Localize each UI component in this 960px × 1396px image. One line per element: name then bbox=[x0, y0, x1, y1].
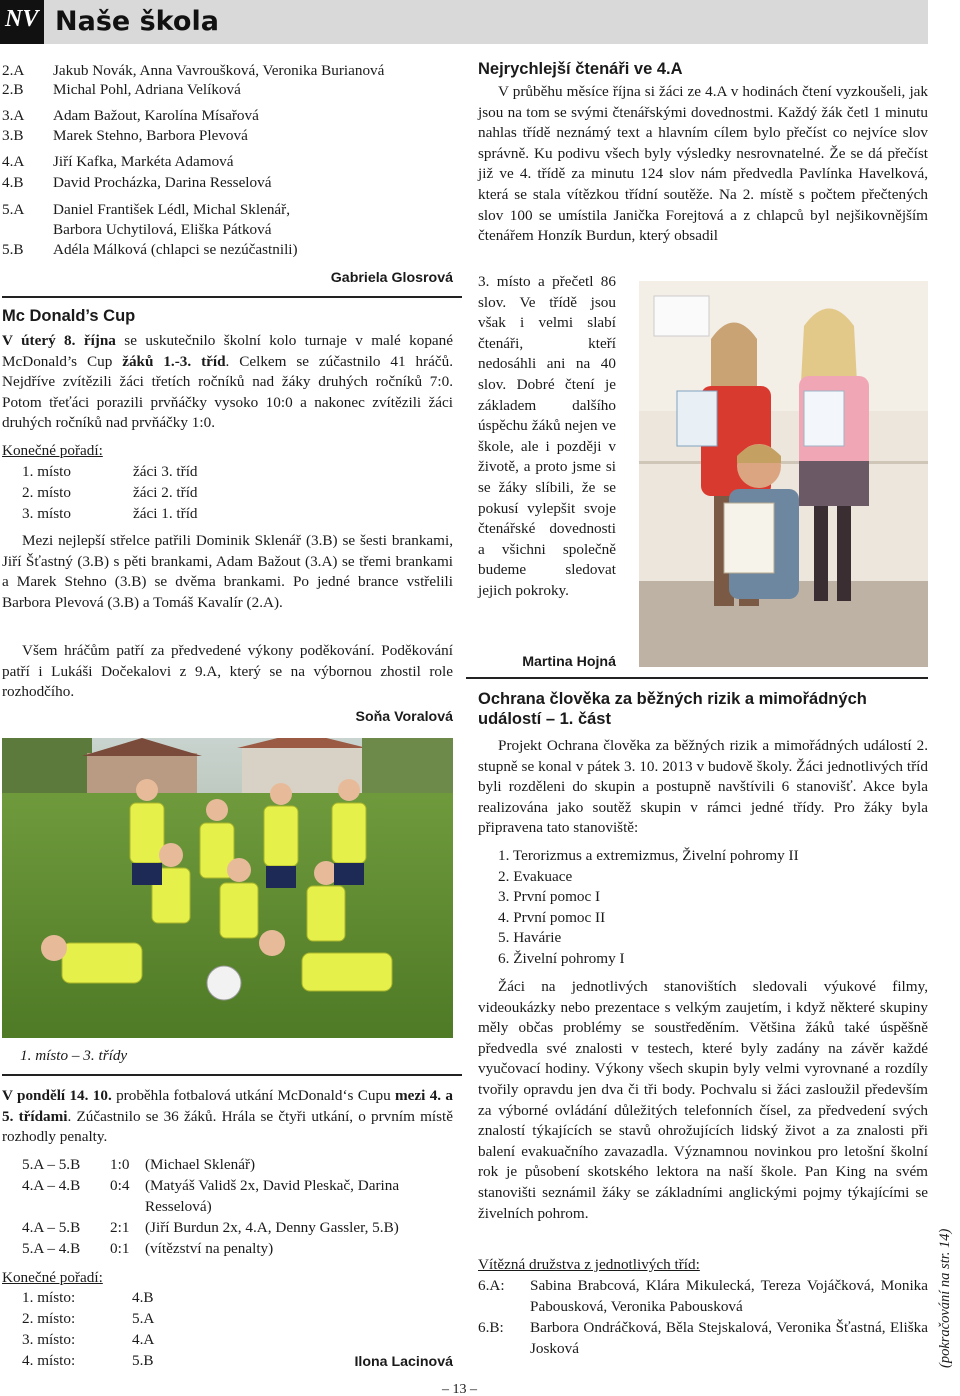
ranking2-team: 5.B bbox=[132, 1352, 154, 1369]
mcdonald-intro bbox=[2, 331, 453, 434]
ranking2-team: 4.A bbox=[132, 1331, 155, 1348]
class-label: 5.A bbox=[2, 201, 25, 218]
class-label: 2.A bbox=[2, 62, 25, 79]
continued-note: (pokračování na str. 14) bbox=[937, 1228, 953, 1368]
readers-paragraph: V průběhu měsíce října si žáci ze 4.A v hodinách čtení vyzkoušeli, jak jsou na tom se svými čtenářskými dovednostmi. Každý žák četl 1 minutu nahlas třídě neznámý text a hlavním cílem bylo přečíst co nejvíce slov správně. Ku podivu všech byly výsledky nesrovnatelné. Že se dá přečíst již ve 4. třídě za minutu 124 slov nám předvedla Pavlínka Havelková, která se stala vítězkou třídní soutěže. Na 2. místě s počtem přečtených slov 100 se umístila Janička Forejtová a z chlapců byl nejšikovnějším čtenářem Honzík Burdun, který obsadil bbox=[478, 83, 928, 245]
match-score: 0:4 bbox=[110, 1177, 130, 1194]
class-row bbox=[2, 173, 453, 194]
mcdonald-author-2: Ilona Lacinová bbox=[354, 1354, 453, 1370]
match-row bbox=[22, 1155, 453, 1176]
mcdonald-title: Mc Donald’s Cup bbox=[2, 307, 136, 325]
ranking2-place: 2. místo: bbox=[22, 1310, 76, 1327]
class-label: 5.B bbox=[2, 241, 24, 258]
ranking2-label: Konečné pořadí: bbox=[2, 1269, 103, 1286]
winner-class: 6.A: bbox=[478, 1277, 505, 1294]
protection-title: Ochrana člověka za běžných rizik a mimořádných událostí – 1. část bbox=[478, 690, 867, 728]
class-label: 3.B bbox=[2, 127, 24, 144]
section-divider bbox=[2, 296, 462, 298]
ranking-place: 3. místo bbox=[22, 505, 71, 522]
ranking2-row bbox=[22, 1309, 222, 1330]
class-row bbox=[2, 200, 453, 221]
class-names: Daniel František Lédl, Michal Sklenář, bbox=[53, 201, 291, 218]
class-names: Adam Bažout, Karolína Mísařová bbox=[53, 107, 259, 124]
photo-caption: 1. místo – 3. třídy bbox=[20, 1047, 128, 1064]
station-item: 1. Terorizmus a extremizmus, Živelní pohromy II bbox=[498, 847, 799, 864]
page-header bbox=[0, 0, 928, 44]
match-note: (Michael Sklenář) bbox=[145, 1156, 256, 1173]
newsletter-logo bbox=[0, 0, 44, 44]
class-row bbox=[2, 126, 453, 147]
protection-intro: Projekt Ochrana člověka za běžných rizik a mimořádných událostí 2. stupně se konal v pátek 3. 10. 2013 v budově školy. Žáci jednotlivých tříd byli rozděleni do skupin a postupně navštívili 6 stanovišť. Akce byla realizována jako soutěž skupin v rámci jedné třídy. Pro žáky byla připravena tato stanoviště: bbox=[478, 737, 928, 837]
mcdonald-paragraph-2 bbox=[2, 1086, 453, 1148]
class-label: 4.B bbox=[2, 174, 24, 191]
class-row bbox=[2, 152, 453, 173]
protection-body: Žáci na jednotlivých stanovištích sledovali výukové filmy, videoukázky nebo prezentace s velkým zaujetím, i když některé skupiny měly občas problémy se soustředěním. Většina žáků také úspěšně předvedla své znalosti v testech, které byly zadány na závěr každé vyučovací hodiny. Výkony všech skupin byly velmi vyrovnané a rozdíly tvořily opravdu jen dva či tři body. Pochvalu si žáci zasloužil především za výborné ovládání důležitých telefonních čísel, za předvedení svých znalostí týkajících se stavů ohrožujících lidský život a za znalosti při balení evakuačního zavazadla. Významnou novinkou pro letošní školní rok je působení skotského lektora na naší škole. Pan King na svém stanovišti seznámil žáky se základními anglickými pojmy týkajícími se živelních pohrom. bbox=[478, 978, 928, 1222]
ranking2-team: 4.B bbox=[132, 1289, 154, 1306]
intro-text-2: . Celkem se zúčastnilo 41 hráčů. Nejdříve zvítězili žáci třetích ročníků nad žáky druhých ročníků 7:0. Potom třeťáci porazili prvňáčky vysoko 10:0 a nakonec zvítězili žáci druhých ročníků nad prvňáčky 1:0. bbox=[2, 352, 453, 432]
para2-text-2: . Zúčastnilo se 36 žáků. Hrála se čtyři utkání, o prvním místě rozhodly penalty. bbox=[2, 1107, 453, 1146]
class-names: David Procházka, Darina Resselová bbox=[53, 174, 272, 191]
ranking2-place: 1. místo: bbox=[22, 1289, 76, 1306]
match-note: Resselová) bbox=[145, 1198, 212, 1215]
winner-names: Sabina Brabcová, Klára Mikulecká, Tereza Vojáčková, Monika Pabousková, Veronika Pabousková bbox=[530, 1277, 928, 1315]
para2-text: proběhla fotbalová utkání McDonald‘s Cupu bbox=[111, 1087, 396, 1104]
station-item: 3. První pomoc I bbox=[498, 888, 601, 906]
ranking2-place: 4. místo: bbox=[22, 1352, 76, 1369]
station-item: 5. Havárie bbox=[498, 929, 562, 947]
match-note: (Matyáš Validš 2x, David Pleskač, Darina bbox=[145, 1177, 400, 1194]
para2-bold-classes: mezi 4. a 5. třídami bbox=[2, 1087, 454, 1125]
class-label: 4.A bbox=[2, 153, 25, 170]
ranking2-row bbox=[22, 1288, 222, 1309]
page-number: – 13 – bbox=[442, 1382, 477, 1396]
readers-paragraph-narrow: 3. místo a přečetl 86 slov. Ve třídě jsou však i velmi slabí čtenáři, kteří nedosáhli ani na 40 slov. Dobré čtení je základem dalšího úspěchu žáků nejen ve škole, ale i později v životě, a proto jsme si se žáky slíbili, že se pokusí vylepšit svoje čtenářské dovednosti a všichni společně budeme sledovat jejich pokroky. bbox=[478, 273, 616, 599]
class-names: Barbora Uchytilová, Eliška Pátková bbox=[53, 221, 272, 238]
class-names: Jakub Novák, Anna Vavroušková, Veronika Burianová bbox=[53, 62, 385, 79]
ranking2-row bbox=[22, 1351, 222, 1372]
class-row bbox=[2, 106, 453, 127]
logo-letters: NV bbox=[5, 6, 39, 32]
mcdonald-author: Soňa Voralová bbox=[355, 709, 453, 725]
header-title: Naše škola bbox=[55, 6, 219, 37]
match-row bbox=[22, 1239, 453, 1260]
station-item: 4. První pomoc II bbox=[498, 908, 606, 926]
class-label: 3.A bbox=[2, 107, 25, 124]
class-names: Adéla Málková (chlapci se nezúčastnili) bbox=[53, 241, 298, 258]
football-team-photo bbox=[2, 738, 453, 1038]
stations-list bbox=[498, 846, 928, 970]
ranking-row bbox=[22, 504, 322, 525]
section-divider bbox=[466, 677, 928, 679]
match-row bbox=[22, 1176, 453, 1197]
station-item: 6. Živelní pohromy I bbox=[498, 949, 625, 967]
class-names: Marek Stehno, Barbora Plevová bbox=[53, 127, 248, 144]
ranking2-team: 5.A bbox=[132, 1310, 155, 1327]
intro-bold-grades: žáků 1.-3. tříd bbox=[122, 352, 226, 370]
ranking2-row bbox=[22, 1330, 222, 1351]
station-item: 2. Evakuace bbox=[498, 867, 573, 885]
class-row bbox=[2, 61, 453, 82]
match-teams: 5.A – 5.B bbox=[22, 1156, 81, 1173]
intro-bold-date: V úterý 8. října bbox=[2, 332, 116, 349]
match-teams: 4.A – 5.B bbox=[22, 1219, 81, 1236]
match-teams: 4.A – 4.B bbox=[22, 1177, 81, 1194]
ranking2-place: 3. místo: bbox=[22, 1331, 76, 1348]
readers-title: Nejrychlejší čtenáři ve 4.A bbox=[478, 60, 683, 78]
section-divider bbox=[2, 1074, 462, 1076]
match-row bbox=[22, 1218, 453, 1239]
ranking-team: žáci 2. tříd bbox=[133, 484, 198, 501]
class-row bbox=[2, 80, 453, 101]
para2-bold-date: V pondělí 14. 10. bbox=[2, 1087, 112, 1104]
match-note: (vítězství na penalty) bbox=[145, 1240, 274, 1257]
thanks-paragraph: Všem hráčům patří za předvedené výkony poděkování. Poděkování patří i Lukáši Dočekalovi z 9.A, který se na výbornou zhostil role rozhodčího. bbox=[2, 642, 453, 701]
intro-text: se uskutečnilo školní kolo turnaje v malé kopané McDonald’s Cup bbox=[2, 332, 453, 370]
match-score: 0:1 bbox=[110, 1240, 130, 1257]
match-row bbox=[22, 1197, 453, 1218]
scorers-paragraph: Mezi nejlepší střelce patřili Dominik Sklenář (3.B) se šesti brankami, Jiří Šťastný (3.B) s pěti brankami, Adam Bažout (3.A) se třemi brankami a Marek Stehno (3.B) se dvěma brankami. Po jedné brance vstřelili Barbora Plevová (3.B) a Tomáš Kavalír (2.A). bbox=[2, 532, 453, 611]
class-names: Michal Pohl, Adriana Velíková bbox=[53, 81, 241, 98]
class-row bbox=[2, 240, 453, 261]
match-score: 2:1 bbox=[110, 1219, 130, 1236]
ranking-row bbox=[22, 462, 322, 483]
class-label: 2.B bbox=[2, 81, 24, 98]
ranking-row bbox=[22, 483, 322, 504]
class-row bbox=[2, 220, 453, 241]
winner-names: Barbora Ondráčková, Běla Stejskalová, Veronika Šťastná, Eliška Josková bbox=[530, 1319, 928, 1357]
ranking-label: Konečné pořadí: bbox=[2, 442, 103, 459]
class-names: Jiří Kafka, Markéta Adamová bbox=[53, 153, 234, 170]
ranking-team: žáci 1. tříd bbox=[133, 505, 198, 522]
readers-author: Martina Hojná bbox=[522, 654, 616, 670]
ranking-team: žáci 3. tříd bbox=[133, 463, 198, 480]
match-teams: 5.A – 4.B bbox=[22, 1240, 81, 1257]
ranking-place: 2. místo bbox=[22, 484, 71, 501]
match-score: 1:0 bbox=[110, 1156, 130, 1173]
winner-class: 6.B: bbox=[478, 1319, 504, 1336]
ranking-place: 1. místo bbox=[22, 463, 71, 480]
class-list-author: Gabriela Glosrová bbox=[330, 270, 453, 286]
match-note: (Jiří Burdun 2x, 4.A, Denny Gassler, 5.B) bbox=[145, 1219, 399, 1236]
readers-photo bbox=[639, 281, 928, 667]
winners-label: Vítězná družstva z jednotlivých tříd: bbox=[478, 1256, 700, 1273]
